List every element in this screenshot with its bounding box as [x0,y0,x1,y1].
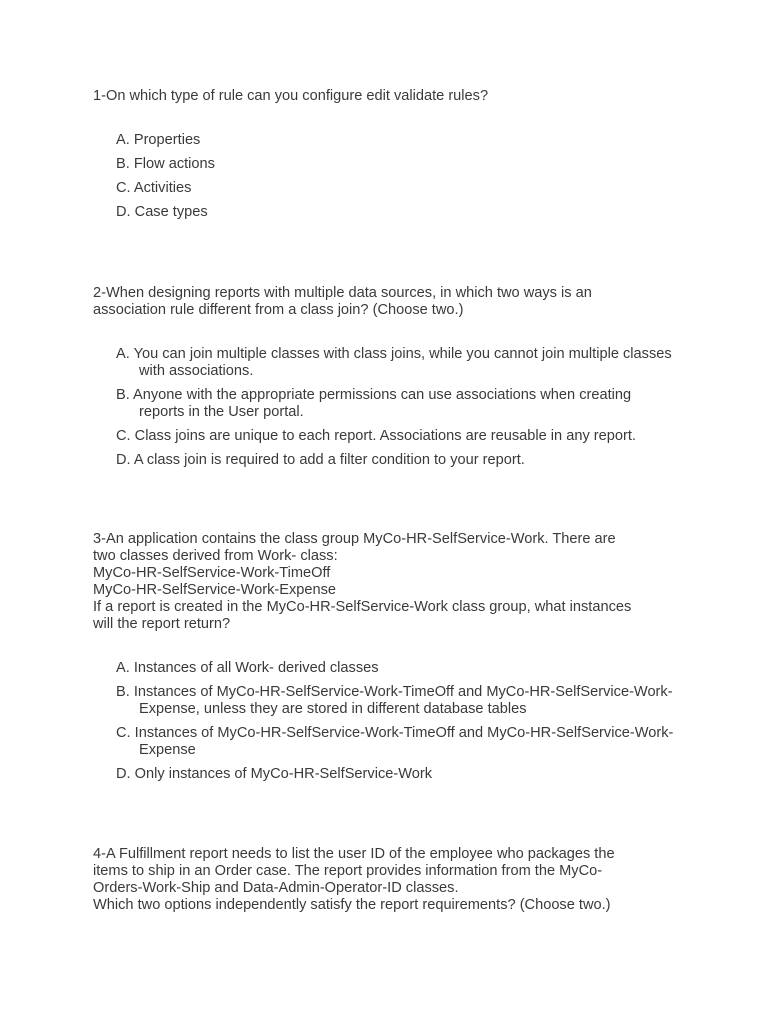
question-3-line: will the report return? [93,616,231,632]
option-3d: D. Only instances of MyCo-HR-SelfService-Work [116,766,433,782]
option-3b: B. Instances of MyCo-HR-SelfService-Work-TimeOff and MyCo-HR-SelfService-Work-Expense, unless they are stored in different database tables [116,684,673,717]
option-1d: D. Case types [116,204,208,220]
option-2c: C. Class joins are unique to each report. Associations are reusable in any report. [116,428,636,444]
question-4 [93,846,673,914]
question-4-line: Orders-Work-Ship and Data-Admin-Operator-ID classes. [93,880,459,896]
question-3-line: MyCo-HR-SelfService-Work-Expense [93,582,337,598]
question-3-line: MyCo-HR-SelfService-Work-TimeOff [93,565,331,581]
question-3 [93,531,673,633]
question-4-line: 4-A Fulfillment report needs to list the user ID of the employee who packages the [93,846,615,862]
option-1a: A. Properties [116,132,201,148]
option-1c: C. Activities [116,180,192,196]
question-1-text: 1-On which type of rule can you configure edit validate rules? [93,88,489,104]
question-2 [93,285,673,319]
question-4-line: Which two options independently satisfy the report requirements? (Choose two.) [93,897,611,913]
question-2-line: 2-When designing reports with multiple data sources, in which two ways is an [93,285,592,301]
question-3-line: 3-An application contains the class group MyCo-HR-SelfService-Work. There are [93,531,616,547]
option-2b: B. Anyone with the appropriate permissions can use associations when creating reports in the User portal. [116,387,632,420]
question-3-line: If a report is created in the MyCo-HR-SelfService-Work class group, what instances [93,599,632,615]
question-2-options [116,346,676,476]
question-2-line: association rule different from a class join? (Choose two.) [93,302,464,318]
question-4-line: items to ship in an Order case. The report provides information from the MyCo- [93,863,603,879]
question-1-options [116,132,676,228]
question-1 [93,88,673,105]
option-3c: C. Instances of MyCo-HR-SelfService-Work-TimeOff and MyCo-HR-SelfService-Work-Expense [116,725,674,758]
option-2a: A. You can join multiple classes with class joins, while you cannot join multiple classes with associations. [116,346,672,379]
question-3-line: two classes derived from Work- class: [93,548,338,564]
option-2d: D. A class join is required to add a filter condition to your report. [116,452,525,468]
option-3a: A. Instances of all Work- derived classes [116,660,379,676]
question-3-options [116,660,676,790]
option-1b: B. Flow actions [116,156,215,172]
